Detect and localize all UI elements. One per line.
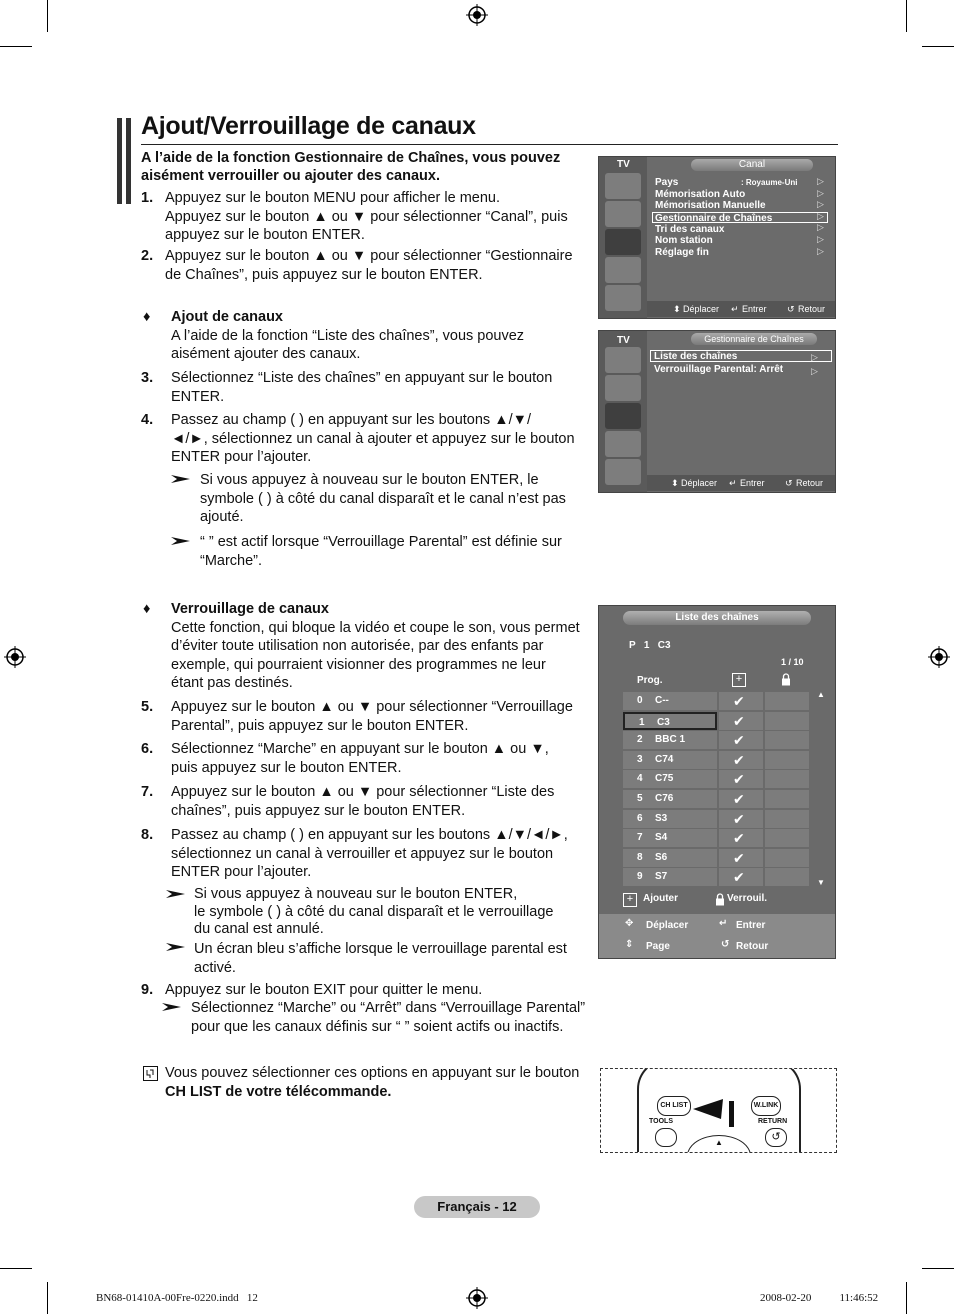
chevron-right-icon: ▷ ▷ ▷ ▷ ▷ ▷ ▷ — [817, 176, 824, 256]
prog-label: 6 — [637, 812, 643, 824]
chevron-right-icon: ▷ ▷ — [811, 352, 818, 376]
prog-cell — [623, 712, 717, 730]
table-row[interactable] — [623, 731, 809, 749]
prog-name: C75 — [655, 773, 674, 785]
osd-canal-menu — [598, 156, 836, 319]
prog-label: 3 — [637, 753, 643, 765]
bullet-icon: ♦ — [143, 601, 151, 617]
lock-cell[interactable] — [765, 810, 809, 828]
sound-icon — [605, 201, 641, 227]
table-row[interactable] — [623, 770, 809, 788]
table-row[interactable] — [623, 790, 809, 808]
prog-name: S6 — [655, 851, 668, 863]
file-slug: BN68-01410A-00Fre-0220.indd 12 — [96, 1292, 258, 1304]
crop-mark — [922, 1268, 954, 1269]
lock-cell[interactable] — [765, 868, 809, 886]
check-icon: ✔ — [733, 810, 745, 827]
note-lock-2: Un écran bleu s’affiche lorsque le verrouillage parental est activé. — [194, 941, 567, 976]
prog-cell — [623, 829, 717, 847]
registration-mark-icon — [4, 646, 26, 668]
table-row[interactable] — [623, 712, 809, 730]
tip-icon — [143, 1066, 158, 1081]
prog-label: 9 — [637, 871, 643, 883]
prog-label: 7 — [637, 832, 643, 844]
pointer-arrow-icon — [693, 1099, 745, 1127]
table-row[interactable] — [623, 849, 809, 867]
page-icon: ⇕ — [625, 939, 634, 950]
channel-icon — [605, 229, 641, 255]
check-icon: ✔ — [733, 771, 745, 788]
add-cell[interactable] — [719, 770, 763, 788]
add-cell[interactable] — [719, 751, 763, 769]
add-icon: + — [623, 893, 637, 907]
check-icon: ✔ — [733, 732, 745, 749]
picture-icon — [605, 347, 641, 373]
prog-label: 0 — [637, 695, 643, 706]
channel-icon — [605, 403, 641, 429]
tip-text: Vous pouvez sélectionner ces options en appuyant sur le bouton CH LIST de votre télécommande. — [165, 1065, 580, 1100]
check-icon: ✔ — [733, 849, 745, 866]
osd-channel-manager — [598, 330, 836, 493]
title-accent-bar — [126, 118, 131, 204]
channel-list-header: Liste des chaînes — [623, 611, 811, 625]
lock-icon — [715, 893, 725, 906]
section-add: Ajout de canaux A l’aide de la fonction “Liste des chaînes”, vous pouvez aisément ajouter des canaux. — [171, 308, 591, 364]
prog-cell — [623, 731, 717, 749]
osd-sidebar: TV — [599, 331, 647, 492]
print-date: 2008-02-20 ￿￿ 11:46:52 — [760, 1292, 879, 1304]
setup-icon — [605, 431, 641, 457]
return-icon: ↺ — [785, 478, 793, 488]
osd-item-selected[interactable]: Liste des chaînes — [650, 350, 832, 362]
tools-button[interactable] — [655, 1128, 677, 1147]
enter-icon: ↵ — [729, 478, 737, 488]
intro-text: A l’aide de la fonction Gestionnaire de Chaînes, vous pouvez aisément verrouiller ou ajouter des canaux. — [141, 150, 561, 184]
setup-icon — [605, 257, 641, 283]
add-cell[interactable] — [719, 712, 763, 730]
prog-label: 1 — [639, 716, 645, 728]
picture-icon — [605, 173, 641, 199]
prog-name: S3 — [655, 812, 668, 824]
osd-item-selected[interactable]: Gestionnaire de Chaînes — [652, 212, 828, 223]
lock-cell[interactable] — [765, 770, 809, 788]
page-indicator: 1 / 10 — [781, 657, 804, 667]
lock-icon — [781, 673, 791, 686]
lock-cell[interactable] — [765, 692, 809, 710]
prog-cell — [623, 751, 717, 769]
osd-item[interactable]: Mémorisation Auto — [655, 189, 746, 200]
osd-footer: ⬍ Déplacer ↵ Entrer ↺ Retour — [647, 301, 835, 317]
prog-name: S7 — [655, 871, 668, 883]
osd-item[interactable]: Nom station — [655, 235, 713, 246]
osd-header: Gestionnaire de Chaînes — [691, 333, 817, 345]
registration-mark-icon — [466, 1287, 488, 1309]
prog-cell — [623, 692, 717, 710]
prog-cell — [623, 868, 717, 886]
osd-item[interactable]: Tri des canaux — [655, 224, 725, 235]
add-cell[interactable] — [719, 692, 763, 710]
channel-list-footer: ✥ Déplacer ↵ Entrer ⇕ Page ↺ Retour — [599, 914, 835, 958]
crop-mark — [47, 0, 48, 32]
osd-item-value: : Royaume-Uni — [741, 178, 798, 187]
table-row[interactable] — [623, 829, 809, 847]
lock-cell[interactable] — [765, 849, 809, 867]
move-icon: ⬍ — [673, 304, 681, 314]
scroll-up-icon[interactable]: ▲ — [817, 690, 825, 699]
scroll-down-icon[interactable]: ▼ — [817, 878, 825, 887]
prog-label: 4 — [637, 773, 643, 785]
note-lock-1: Si vous appuyez à nouveau sur le bouton ENTER, le symbole ( ) à côté du canal disparaît et le verrouillage du canal est annulé. — [194, 886, 554, 937]
prog-label: 2 — [637, 734, 643, 746]
prog-cell — [623, 790, 717, 808]
move-icon: ✥ — [625, 918, 634, 929]
input-icon — [605, 459, 641, 485]
note-arrow-icon — [166, 942, 186, 952]
up-button[interactable]: ▲ — [687, 1135, 751, 1153]
osd-sidebar: TV — [599, 157, 647, 318]
check-icon: ✔ — [733, 791, 745, 807]
current-channel: P 1 C3 — [629, 640, 671, 651]
sound-icon — [605, 375, 641, 401]
input-icon — [605, 285, 641, 311]
prog-name: C3 — [657, 716, 670, 728]
return-button[interactable]: ↺ — [765, 1128, 787, 1147]
table-row[interactable] — [623, 692, 809, 710]
section-lock: Verrouillage de canaux Cette fonction, qui bloque la vidéo et coupe le son, vous permet d’éviter toute utilisation non autorisée, par des enfants par exemple, qui pourraient visionner des programmes ne leur étant pas destinés. — [171, 600, 596, 693]
prog-cell — [623, 770, 717, 788]
prog-label: 8 — [637, 851, 643, 863]
section-lock-heading: Verrouillage de canaux — [171, 601, 329, 617]
wlink-button[interactable]: W.LINK — [751, 1096, 781, 1116]
note-add-2: “ ” est actif lorsque “Verrouillage Parental” est définie sur “Marche”. — [200, 534, 562, 569]
note-arrow-icon — [166, 889, 186, 899]
prog-cell — [623, 849, 717, 867]
prog-name: C74 — [655, 753, 674, 765]
table-row[interactable] — [623, 810, 809, 828]
legend-lock: Verrouil. — [727, 893, 768, 904]
osd-header: Canal — [691, 159, 813, 171]
prog-name: BBC 1 — [655, 734, 686, 746]
crop-mark — [0, 1268, 32, 1269]
ch-list-button[interactable]: CH LIST — [657, 1096, 691, 1116]
osd-item[interactable]: Mémorisation Manuelle — [655, 200, 766, 211]
crop-mark — [906, 1282, 907, 1314]
tools-label: TOOLS — [649, 1118, 673, 1125]
table-row[interactable] — [623, 868, 809, 886]
registration-mark-icon — [466, 4, 488, 26]
section-add-heading: Ajout de canaux — [171, 309, 283, 325]
check-icon: ✔ — [733, 712, 745, 729]
add-cell[interactable] — [719, 829, 763, 847]
enter-icon: ↵ — [731, 304, 739, 314]
check-icon: ✔ — [733, 869, 745, 886]
add-cell[interactable] — [719, 731, 763, 749]
crop-mark — [922, 46, 954, 47]
page-number: Français - 12 — [414, 1196, 540, 1218]
check-icon: ✔ — [733, 751, 745, 768]
check-icon: ✔ — [733, 693, 745, 709]
prog-label: 5 — [637, 793, 643, 804]
add-cell[interactable] — [719, 810, 763, 828]
lock-cell[interactable] — [765, 712, 809, 730]
registration-mark-icon — [928, 646, 950, 668]
add-cell[interactable] — [719, 849, 763, 867]
prog-name: C-- — [655, 695, 669, 706]
add-icon: + — [732, 673, 746, 687]
note-arrow-icon — [162, 1002, 182, 1012]
page-title: Ajout/Verrouillage de canaux — [141, 112, 476, 140]
osd-item[interactable]: Verrouillage Parental: Arrêt — [654, 364, 784, 375]
osd-item[interactable]: Réglage fin — [655, 247, 709, 258]
title-rule — [141, 144, 838, 145]
prog-name: C76 — [655, 793, 674, 804]
add-cell[interactable] — [719, 790, 763, 808]
return-icon: ↺ — [787, 304, 795, 314]
title-accent-bar — [117, 118, 122, 204]
add-cell[interactable] — [719, 868, 763, 886]
note-lock-3: Sélectionnez “Marche” ou “Arrêt” dans “Verrouillage Parental” pour que les canaux définis sur “ ” soient actifs ou inactifs. — [191, 1000, 586, 1035]
return-label: RETURN — [758, 1118, 788, 1125]
return-icon: ↺ — [721, 939, 730, 950]
note-arrow-icon — [171, 474, 191, 484]
prog-cell — [623, 810, 717, 828]
lock-cell[interactable] — [765, 790, 809, 808]
osd-footer: ⬍ Déplacer ↵ Entrer ↺ Retour — [647, 475, 835, 491]
move-icon: ⬍ — [671, 478, 679, 488]
crop-mark — [906, 0, 907, 32]
osd-item[interactable]: Pays — [655, 177, 679, 188]
lock-cell[interactable] — [765, 829, 809, 847]
legend-add: Ajouter — [643, 893, 678, 904]
col-prog-header: Prog. — [637, 675, 663, 686]
lock-cell[interactable] — [765, 751, 809, 769]
crop-mark — [47, 1282, 48, 1314]
table-row[interactable] — [623, 751, 809, 769]
note-arrow-icon — [171, 536, 191, 546]
check-icon: ✔ — [733, 830, 745, 847]
lock-cell[interactable] — [765, 731, 809, 749]
enter-icon: ↵ — [719, 918, 728, 929]
crop-mark — [0, 46, 32, 47]
note-add-1: Si vous appuyez à nouveau sur le bouton ENTER, le symbole ( ) à côté du canal disparaît et le canal n’est pas ajouté. — [200, 472, 566, 525]
prog-name: S4 — [655, 832, 668, 844]
remote-control-illustration — [600, 1068, 837, 1153]
osd-channel-list — [598, 605, 836, 959]
bullet-icon: ♦ — [143, 309, 151, 325]
